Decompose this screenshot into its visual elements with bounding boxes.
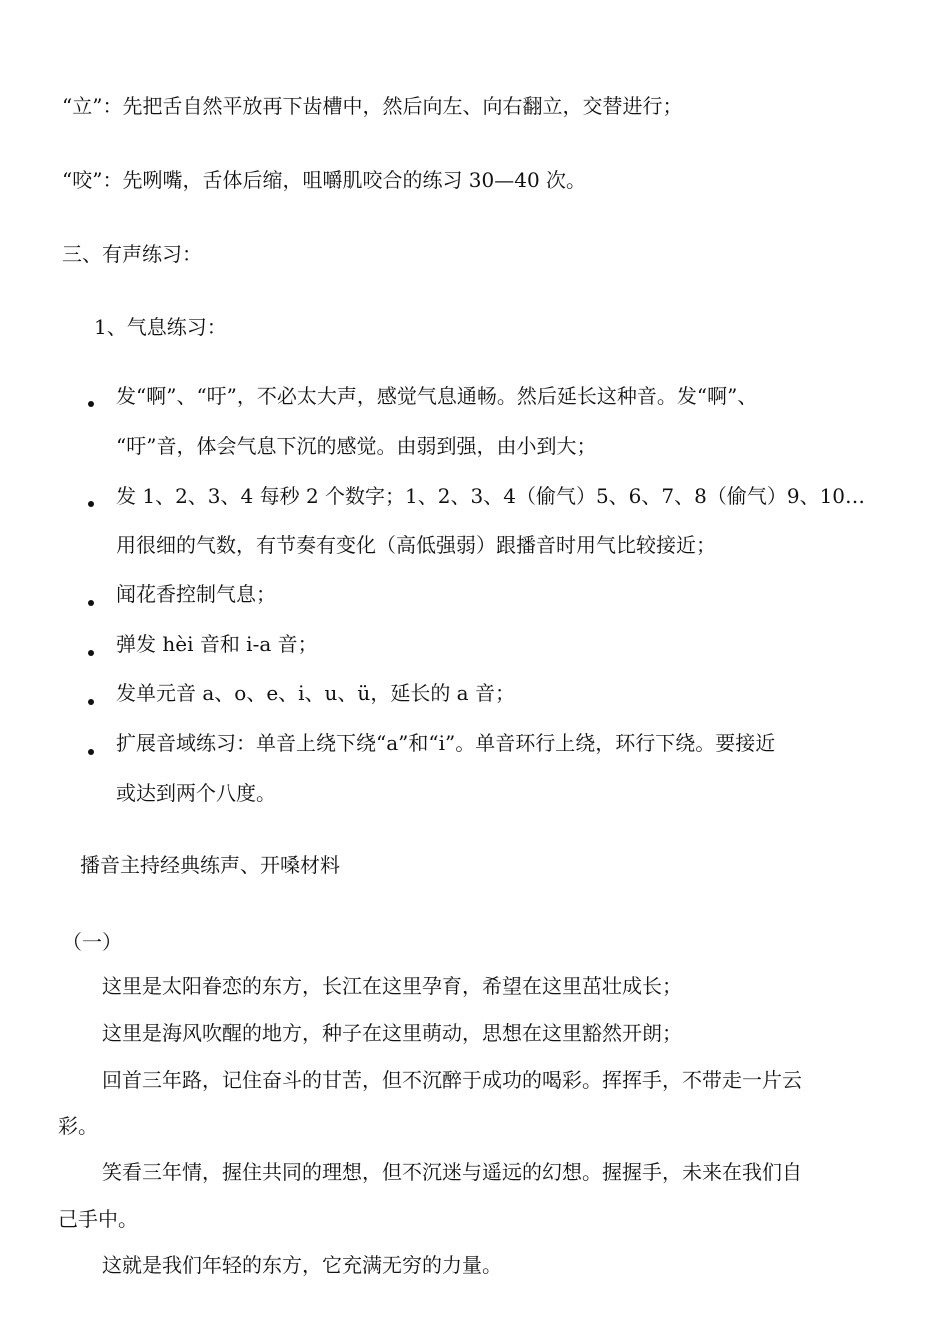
bullet-dot [88,501,94,507]
paragraph-4-line-2: 己手中。 [58,1207,138,1231]
material-part-label: （一） [62,930,122,954]
paragraph-1: 这里是太阳眷恋的东方，长江在这里孕育，希望在这里茁壮成长； [102,974,682,998]
bullet-dot [88,699,94,705]
bullet-item-1-line-1: 发“啊”、“吁”，不必太大声，感觉气息通畅。然后延长这种音。发“啊”、 [116,384,758,408]
bullet-dot [88,749,94,755]
paragraph-3-line-1: 回首三年路，记住奋斗的甘苦，但不沉醉于成功的喝彩。挥挥手，不带走一片云 [102,1068,802,1092]
bullet-item-3: 闻花香控制气息； [116,582,276,606]
section-heading-vocal-practice: 三、有声练习： [62,242,202,266]
bullet-dot [88,650,94,656]
bullet-item-2-line-2: 用很细的气数，有节奏有变化（高低强弱）跟播音时用气比较接近； [116,533,716,557]
material-title: 播音主持经典练声、开嗓材料 [80,853,340,877]
bullet-item-1-line-2: “吁”音，体会气息下沉的感觉。由弱到强，由小到大； [116,434,597,458]
paragraph-2: 这里是海风吹醒的地方，种子在这里萌动，思想在这里豁然开朗； [102,1021,682,1045]
bullet-item-6-line-2: 或达到两个八度。 [116,781,276,805]
bullet-item-4: 弹发 hèi 音和 i-a 音； [116,632,318,656]
tongue-exercise-yao: “咬”：先咧嘴，舌体后缩，咀嚼肌咬合的练习 30—40 次。 [62,168,587,192]
paragraph-5: 这就是我们年轻的东方，它充满无穷的力量。 [102,1253,502,1277]
subsection-heading-breath: 1、气息练习： [94,315,227,339]
bullet-dot [88,600,94,606]
bullet-item-6-line-1: 扩展音域练习：单音上绕下绕“a”和“i”。单音环行上绕，环行下绕。要接近 [116,731,776,755]
bullet-dot [88,401,94,407]
paragraph-3-line-2: 彩。 [58,1114,98,1138]
paragraph-4-line-1: 笑看三年情，握住共同的理想，但不沉迷与遥远的幻想。握握手，未来在我们自 [102,1160,802,1184]
tongue-exercise-li: “立”：先把舌自然平放再下齿槽中，然后向左、向右翻立，交替进行； [62,94,683,118]
bullet-item-2-line-1: 发 1、2、3、4 每秒 2 个数字；1、2、3、4（偷气）5、6、7、8（偷气）9、10… [116,484,866,508]
bullet-item-5: 发单元音 a、o、e、i、u、ü，延长的 a 音； [116,681,515,705]
